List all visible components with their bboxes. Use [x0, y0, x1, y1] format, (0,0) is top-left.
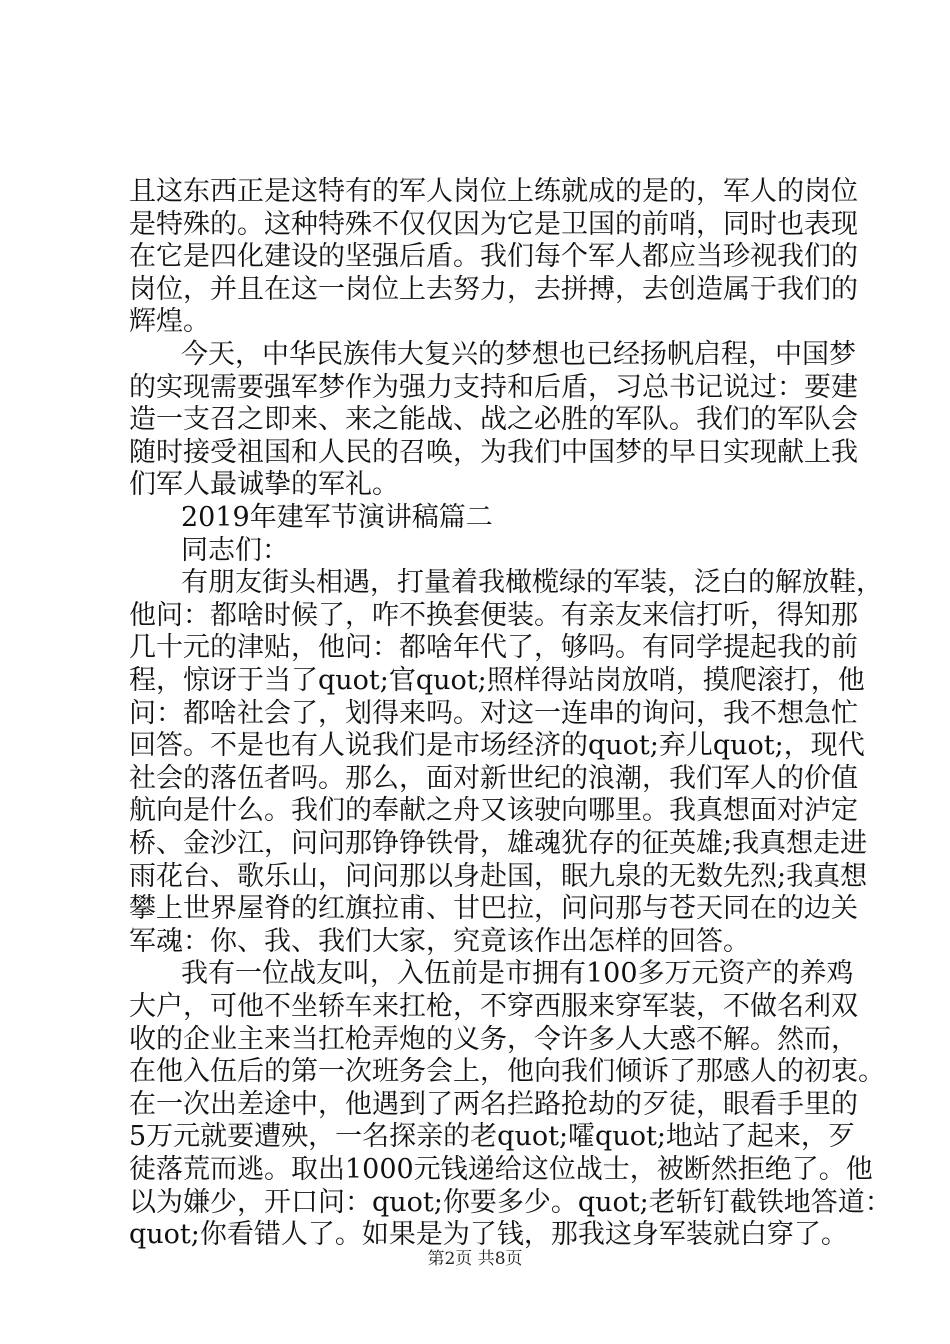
text-line: 且这东西正是这特有的军人岗位上练就成的是的，军人的岗位 — [129, 176, 858, 207]
text-line: quot;你看错人了。如果是为了钱，那我这身军装就白穿了。 — [129, 1219, 848, 1251]
text-line: 在他入伍后的第一次班务会上，他向我们倾诉了那感人的初衷。 — [129, 1056, 885, 1088]
text-line: 程，惊讶于当了quot;官quot;照样得站岗放哨，摸爬滚打，他 — [129, 665, 865, 696]
text-line: 航向是什么。我们的奉献之舟又该驶向哪里。我真想面对泸定 — [129, 795, 858, 827]
text-line: 有朋友街头相遇，打量着我橄榄绿的军装，泛白的解放鞋， — [181, 567, 883, 599]
text-line: 同志们： — [181, 534, 289, 566]
page-footer: 第2页 共8页 — [427, 1249, 523, 1269]
text-line: 他问：都啥时候了，咋不换套便装。有亲友来信打听，得知那 — [129, 599, 858, 631]
text-line: 是特殊的。这种特殊不仅仅因为它是卫国的前哨，同时也表现 — [129, 208, 858, 240]
text-line: 辉煌。 — [129, 306, 210, 338]
text-line: 社会的落伍者吗。那么，面对新世纪的浪潮，我们军人的价值 — [129, 762, 858, 794]
text-line: 岗位，并且在这一岗位上去努力，去拼搏，去创造属于我们的 — [129, 273, 858, 305]
text-line: 几十元的津贴，他问：都啥年代了，够吗。有同学提起我的前 — [129, 632, 858, 664]
text-line: 随时接受祖国和人民的召唤，为我们中国梦的早日实现献上我 — [129, 436, 858, 468]
text-line: 我有一位战友叫，入伍前是市拥有100多万元资产的养鸡 — [181, 958, 854, 990]
text-line: 问：都啥社会了，划得来吗。对这一连串的询问，我不想急忙 — [129, 697, 858, 729]
text-line: 5万元就要遭殃，一名探亲的老quot;嚯quot;地站了起来，歹 — [129, 1121, 855, 1153]
text-line: 雨花台、歌乐山，问问那以身赴国，眠九泉的无数先烈;我真想 — [129, 860, 868, 892]
text-line: 的实现需要强军梦作为强力支持和后盾，习总书记说过：要建 — [129, 371, 858, 403]
text-line: 徒落荒而逃。取出1000元钱递给这位战士，被断然拒绝了。他 — [129, 1154, 873, 1185]
text-line: 造一支召之即来、来之能战、战之必胜的军队。我们的军队会 — [129, 404, 858, 436]
text-line: 收的企业主来当扛枪弄炮的义务，令许多人大惑不解。然而， — [129, 1023, 858, 1055]
text-line: 以为嫌少，开口问：quot;你要多少。quot;老斩钉截铁地答道： — [129, 1186, 892, 1218]
text-line: 们军人最诚挚的军礼。 — [129, 469, 399, 501]
text-line: 桥、金沙江，问问那铮铮铁骨，雄魂犹存的征英雄;我真想走进 — [129, 828, 868, 859]
text-line: 2019年建军节演讲稿篇二 — [181, 502, 493, 533]
text-line: 攀上世界屋脊的红旗拉甫、甘巴拉，问问那与苍天同在的边关 — [129, 893, 858, 925]
text-line: 在它是四化建设的坚强后盾。我们每个军人都应当珍视我们的 — [129, 241, 858, 273]
text-line: 大户，可他不坐轿车来扛枪，不穿西服来穿军装，不做名利双 — [129, 991, 858, 1022]
text-line: 军魂：你、我、我们大家，究竟该作出怎样的回答。 — [129, 925, 750, 957]
text-line: 今天，中华民族伟大复兴的梦想也已经扬帆启程，中国梦 — [181, 339, 856, 370]
text-line: 回答。不是也有人说我们是市场经济的quot;弃儿quot;，现代 — [129, 730, 865, 762]
text-line: 在一次出差途中，他遇到了两名拦路抢劫的歹徒，眼看手里的 — [129, 1088, 858, 1120]
